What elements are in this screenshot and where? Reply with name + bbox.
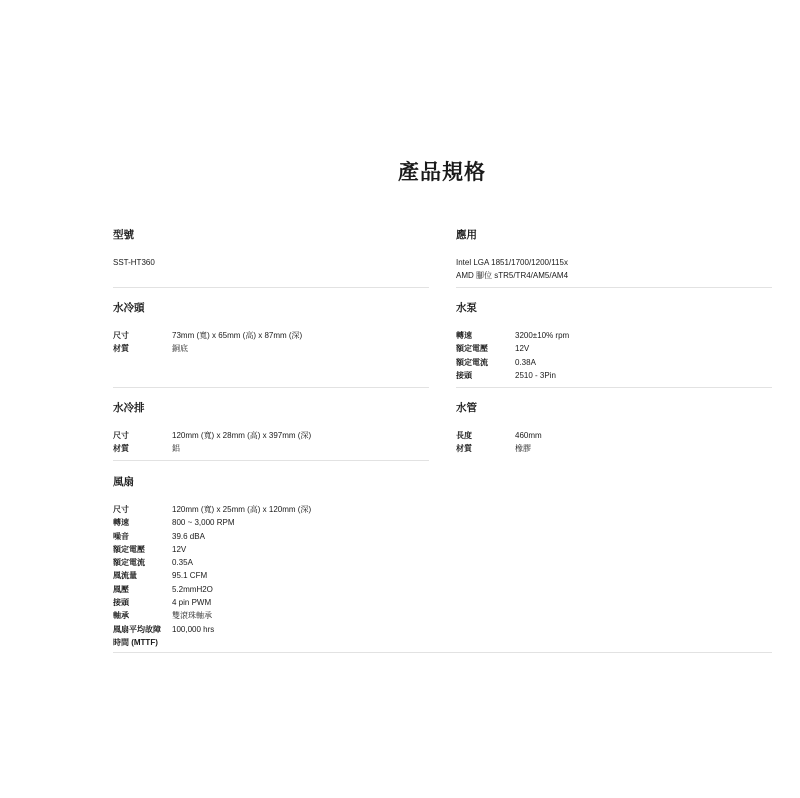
spec-row [456, 342, 569, 355]
spec-value [172, 636, 311, 649]
tube-table [456, 429, 542, 456]
spec-key: 尺寸 [113, 431, 129, 440]
spec-key: 接頭 [113, 598, 129, 608]
spec-value: 12V [515, 344, 530, 354]
application-line: AMD 腳位 sTR5/TR4/AM5/AM4 [456, 271, 569, 281]
spec-row [113, 583, 311, 596]
spec-row [456, 329, 569, 342]
spec-value: 120mm (寬) x 28mm (高) x 397mm (深) [172, 431, 312, 440]
spec-key: 噪音 [113, 531, 129, 541]
divider [456, 287, 772, 288]
spec-value: 100,000 hrs [172, 624, 215, 634]
fan-table [113, 503, 311, 649]
spec-row [113, 442, 311, 455]
spec-value: 120mm (寬) x 25mm (高) x 120mm (深) [172, 505, 312, 514]
spec-value: 73mm (寬) x 65mm (高) x 87mm (深) [172, 331, 303, 340]
spec-key: 轉速 [456, 331, 472, 340]
tube-title: 水管 [456, 402, 477, 414]
fan-section [113, 474, 311, 649]
spec-key: 額定電壓 [456, 344, 488, 354]
spec-key: 材質 [113, 344, 129, 354]
spec-value: 銅底 [172, 344, 188, 354]
spec-row [113, 609, 311, 622]
spec-row [113, 329, 302, 342]
spec-row [113, 503, 311, 516]
spec-row [456, 369, 569, 382]
spec-row [113, 530, 311, 543]
spec-value: 12V [172, 544, 187, 554]
spec-value: 460mm [515, 431, 542, 440]
spec-row [113, 342, 302, 355]
spec-key: 額定電流 [456, 357, 488, 367]
spec-key: 時間 (MTTF) [113, 637, 158, 647]
application-section [456, 227, 568, 283]
cold-head-table [113, 329, 302, 356]
spec-value: 橡膠 [515, 444, 531, 454]
spec-key: 材質 [456, 444, 472, 454]
spec-key: 長度 [456, 431, 472, 440]
spec-key: 尺寸 [113, 505, 129, 514]
spec-key: 風流量 [113, 571, 137, 581]
spec-key: 接頭 [456, 370, 472, 380]
model-section [113, 227, 155, 269]
page-title: 產品規格 [398, 161, 486, 184]
spec-value: 雙滾珠軸承 [172, 611, 212, 621]
spec-value: 39.6 dBA [172, 531, 205, 541]
pump-section [456, 300, 569, 382]
spec-row [113, 556, 311, 569]
spec-row [113, 569, 311, 582]
radiator-table [113, 429, 311, 456]
spec-key: 風扇平均故障 [113, 624, 161, 634]
spec-row [113, 636, 311, 649]
application-line: Intel LGA 1851/1700/1200/115x [456, 258, 568, 267]
spec-value: 鋁 [172, 444, 180, 454]
spec-value: 4 pin PWM [172, 598, 212, 608]
model-value: SST-HT360 [113, 258, 155, 267]
spec-key: 軸承 [113, 611, 129, 621]
application-title: 應用 [456, 229, 477, 241]
radiator-title: 水冷排 [113, 402, 145, 414]
pump-table [456, 329, 569, 382]
divider [113, 652, 772, 653]
spec-row [113, 596, 311, 609]
spec-value: 0.35A [172, 558, 193, 568]
divider [456, 387, 772, 388]
spec-row [456, 442, 542, 455]
spec-key: 尺寸 [113, 331, 129, 340]
radiator-section [113, 400, 311, 456]
tube-section [456, 400, 542, 456]
spec-key: 額定電流 [113, 558, 145, 568]
spec-value: 5.2mmH2O [172, 584, 213, 594]
fan-title: 風扇 [113, 476, 134, 488]
spec-value: 0.38A [515, 357, 536, 367]
spec-key: 額定電壓 [113, 544, 145, 554]
cold-head-title: 水冷頭 [113, 302, 145, 314]
model-title: 型號 [113, 229, 134, 241]
spec-row [113, 429, 311, 442]
pump-title: 水泵 [456, 302, 477, 314]
spec-value: 800 ~ 3,000 RPM [172, 518, 235, 528]
spec-row [113, 516, 311, 529]
cold-head-section [113, 300, 302, 356]
spec-row [456, 356, 569, 369]
spec-row [456, 429, 542, 442]
divider [113, 387, 429, 388]
spec-value: 2510 - 3Pin [515, 370, 556, 380]
spec-value: 95.1 CFM [172, 571, 208, 581]
divider [113, 460, 429, 461]
spec-key: 風壓 [113, 584, 129, 594]
divider [113, 287, 429, 288]
spec-row [113, 543, 311, 556]
spec-key: 材質 [113, 444, 129, 454]
spec-key: 轉速 [113, 518, 129, 528]
spec-value: 3200±10% rpm [515, 331, 570, 340]
spec-row [113, 623, 311, 636]
